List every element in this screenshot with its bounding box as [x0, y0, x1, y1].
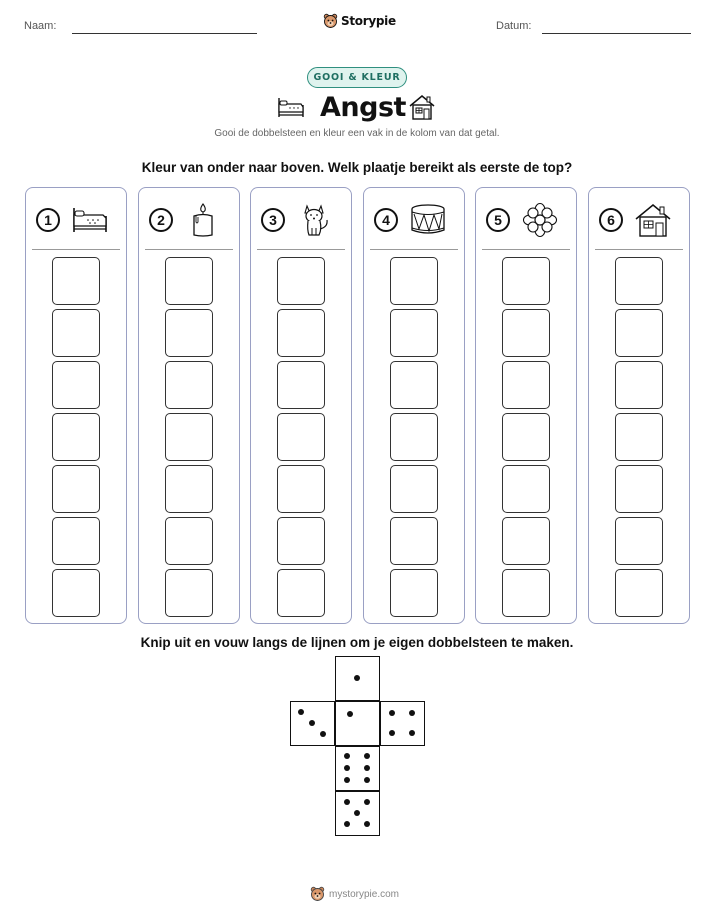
activity-badge: GOOI & KLEUR — [307, 67, 407, 88]
column-divider — [145, 249, 233, 250]
color-cell[interactable] — [52, 361, 100, 409]
column-divider — [32, 249, 120, 250]
color-cell[interactable] — [52, 517, 100, 565]
color-cell[interactable] — [390, 413, 438, 461]
flower-icon — [520, 202, 560, 238]
number-circle: 3 — [261, 208, 285, 232]
column-3 — [250, 187, 352, 624]
color-cell[interactable] — [165, 465, 213, 513]
color-cell[interactable] — [615, 309, 663, 357]
color-cell[interactable] — [165, 517, 213, 565]
footer-url[interactable]: mystorypie.com — [329, 888, 400, 900]
dice-pip — [409, 730, 415, 736]
color-cell[interactable] — [165, 361, 213, 409]
dice-pip — [364, 777, 370, 783]
dice-pip — [298, 709, 304, 715]
color-cell[interactable] — [165, 569, 213, 617]
color-cell[interactable] — [52, 413, 100, 461]
color-cell[interactable] — [390, 257, 438, 305]
color-cell[interactable] — [390, 465, 438, 513]
color-cell[interactable] — [502, 257, 550, 305]
column-1 — [25, 187, 127, 624]
color-cell[interactable] — [52, 309, 100, 357]
date-line[interactable] — [542, 33, 691, 34]
color-cell[interactable] — [615, 361, 663, 409]
dice-pip — [344, 765, 350, 771]
dice-pip — [344, 777, 350, 783]
date-label: Datum: — [496, 20, 532, 32]
color-cell[interactable] — [390, 517, 438, 565]
bed-icon — [276, 95, 306, 121]
color-cell[interactable] — [277, 361, 325, 409]
bear-mascot-icon — [310, 886, 325, 902]
color-cell[interactable] — [502, 465, 550, 513]
instruction-top: Kleur van onder naar boven. Welk plaatje bereikt als eerste de top? — [141, 160, 573, 175]
name-line[interactable] — [72, 33, 257, 34]
dice-pip — [389, 710, 395, 716]
dice-pip — [364, 821, 370, 827]
column-header — [486, 202, 566, 238]
dice-pip — [364, 765, 370, 771]
column-2 — [138, 187, 240, 624]
color-cell[interactable] — [390, 569, 438, 617]
dice-pip — [344, 821, 350, 827]
dice-face-back — [335, 791, 380, 836]
footer — [310, 886, 399, 902]
column-4 — [363, 187, 465, 624]
house-icon — [633, 202, 673, 238]
number-circle: 2 — [149, 208, 173, 232]
color-cell[interactable] — [615, 517, 663, 565]
dice-pip — [354, 810, 360, 816]
color-cell[interactable] — [502, 309, 550, 357]
instruction-dice: Knip uit en vouw langs de lijnen om je eigen dobbelsteen te maken. — [140, 635, 574, 650]
dice-pip — [409, 710, 415, 716]
color-cell[interactable] — [277, 413, 325, 461]
house-icon — [408, 93, 436, 121]
candle-icon — [183, 202, 223, 238]
column-6 — [588, 187, 690, 624]
dice-pip — [364, 753, 370, 759]
color-cell[interactable] — [277, 569, 325, 617]
color-cell[interactable] — [502, 517, 550, 565]
color-cell[interactable] — [615, 257, 663, 305]
dice-face-top — [335, 656, 380, 701]
number-circle: 1 — [36, 208, 60, 232]
column-divider — [257, 249, 345, 250]
column-header — [36, 202, 116, 238]
color-cell[interactable] — [52, 569, 100, 617]
color-cell[interactable] — [277, 517, 325, 565]
dice-pip — [389, 730, 395, 736]
color-cell[interactable] — [615, 569, 663, 617]
brand-name: Storypie — [341, 14, 396, 28]
column-header — [599, 202, 679, 238]
dice-pip — [347, 711, 353, 717]
color-cell[interactable] — [277, 257, 325, 305]
color-cell[interactable] — [502, 361, 550, 409]
color-cell[interactable] — [502, 569, 550, 617]
color-cell[interactable] — [390, 361, 438, 409]
number-circle: 5 — [486, 208, 510, 232]
column-5 — [475, 187, 577, 624]
dice-pip — [320, 731, 326, 737]
name-label: Naam: — [24, 20, 57, 32]
dice-pip — [364, 799, 370, 805]
color-cell[interactable] — [502, 413, 550, 461]
color-cell[interactable] — [615, 413, 663, 461]
dice-face-center — [335, 701, 380, 746]
color-cell[interactable] — [390, 309, 438, 357]
color-cell[interactable] — [52, 257, 100, 305]
color-cell[interactable] — [165, 257, 213, 305]
dice-face-left — [290, 701, 335, 746]
page-title: Angst — [320, 92, 406, 123]
brand-logo — [323, 13, 396, 29]
column-divider — [370, 249, 458, 250]
dice-pip — [344, 799, 350, 805]
color-cell[interactable] — [52, 465, 100, 513]
column-header — [374, 202, 454, 238]
dice-face-bottom — [335, 746, 380, 791]
column-divider — [595, 249, 683, 250]
number-circle: 6 — [599, 208, 623, 232]
dice-pip — [344, 753, 350, 759]
dice-face-right — [380, 701, 425, 746]
color-cell[interactable] — [277, 309, 325, 357]
drum-icon — [408, 202, 448, 238]
color-cell[interactable] — [615, 465, 663, 513]
column-header — [149, 202, 229, 238]
number-circle: 4 — [374, 208, 398, 232]
dog-icon — [295, 202, 335, 238]
bear-mascot-icon — [323, 13, 338, 29]
column-header — [261, 202, 341, 238]
dice-pip — [354, 675, 360, 681]
color-cell[interactable] — [165, 309, 213, 357]
bed-icon — [70, 202, 110, 238]
dice-pip — [309, 720, 315, 726]
color-cell[interactable] — [277, 465, 325, 513]
column-divider — [482, 249, 570, 250]
color-cell[interactable] — [165, 413, 213, 461]
subtitle: Gooi de dobbelsteen en kleur een vak in de kolom van dat getal. — [214, 128, 500, 139]
